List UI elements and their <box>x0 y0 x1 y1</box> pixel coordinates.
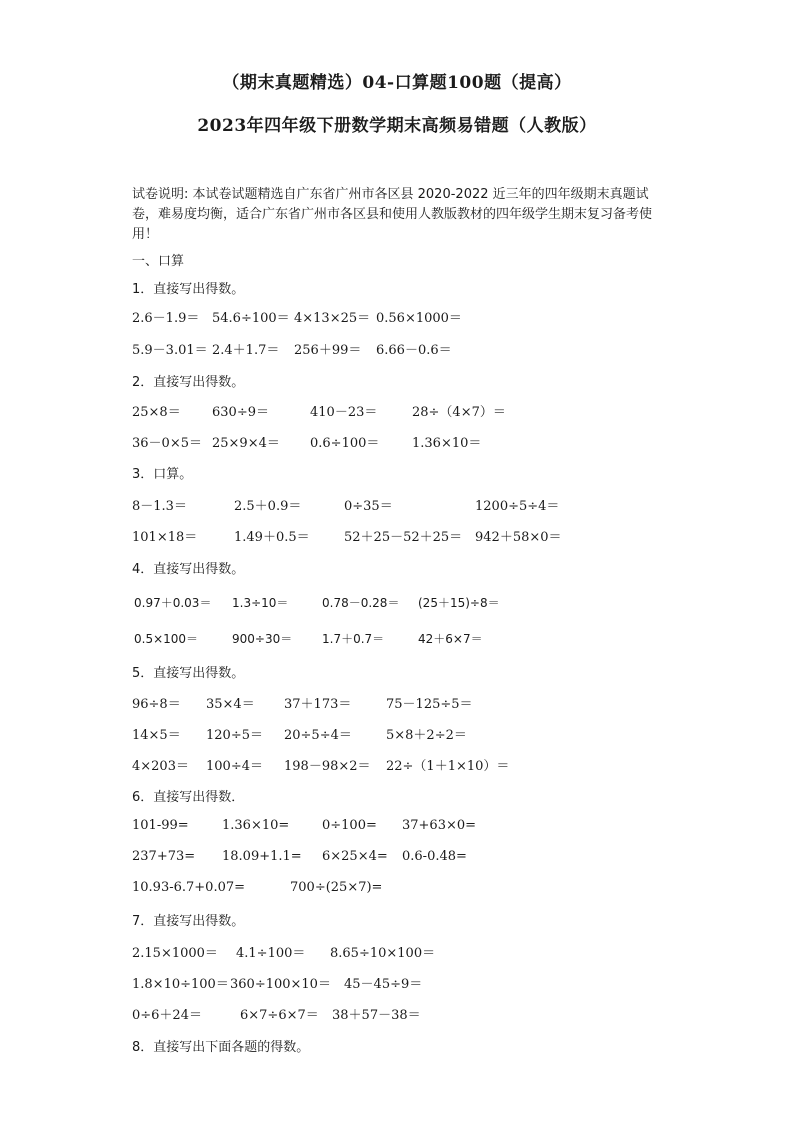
arithmetic-problem: 4.1÷100＝ <box>236 946 306 961</box>
arithmetic-problem: 0÷100= <box>322 818 377 833</box>
arithmetic-problem: 1.49＋0.5＝ <box>234 530 310 545</box>
arithmetic-problem: 120÷5＝ <box>206 728 263 743</box>
arithmetic-problem: 54.6÷100＝ <box>212 311 290 326</box>
arithmetic-problem: 36－0×5＝ <box>132 436 202 451</box>
arithmetic-problem: 2.15×1000＝ <box>132 946 218 961</box>
arithmetic-problem: 0.5×100＝ <box>134 632 199 646</box>
arithmetic-problem: 101×18＝ <box>132 530 198 545</box>
arithmetic-problem: 900÷30＝ <box>232 632 293 646</box>
arithmetic-problem: 1.7＋0.7＝ <box>322 632 385 646</box>
arithmetic-problem: 42＋6×7＝ <box>418 632 483 646</box>
arithmetic-problem: 75－125÷5＝ <box>386 697 473 712</box>
arithmetic-problem: 630÷9＝ <box>212 405 269 420</box>
arithmetic-problem: 5.9－3.01＝ <box>132 343 208 358</box>
problem-row <box>0 401 794 419</box>
arithmetic-problem: 101-99= <box>132 818 189 833</box>
arithmetic-problem: 1.36×10= <box>222 818 290 833</box>
arithmetic-problem: 22÷（1＋1×10）＝ <box>386 759 510 774</box>
arithmetic-problem: 52＋25－52＋25＝ <box>344 530 463 545</box>
question-title: 6．直接写出得数． <box>132 790 245 805</box>
problem-row <box>0 307 794 325</box>
arithmetic-problem: 25×9×4＝ <box>212 436 280 451</box>
arithmetic-problem: 1.3÷10＝ <box>232 596 289 610</box>
problem-row <box>0 495 794 513</box>
document-title-line-2: 2023年四年级下册数学期末高频易错题（人教版） <box>197 116 597 136</box>
arithmetic-problem: 37+63×0= <box>402 818 477 833</box>
arithmetic-problem: 100÷4＝ <box>206 759 263 774</box>
arithmetic-problem: 96÷8＝ <box>132 697 181 712</box>
arithmetic-problem: 2.5＋0.9＝ <box>234 499 302 514</box>
arithmetic-problem: 2.4＋1.7＝ <box>212 343 280 358</box>
arithmetic-problem: 1.8×10÷100＝ <box>132 977 229 992</box>
question-title: 8．直接写出下面各题的得数。 <box>132 1040 310 1055</box>
arithmetic-problem: 37＋173＝ <box>284 697 352 712</box>
arithmetic-problem: 700÷(25×7)= <box>290 880 383 895</box>
arithmetic-problem: 1.36×10＝ <box>412 436 482 451</box>
arithmetic-problem: 410－23＝ <box>310 405 378 420</box>
question-title: 1．直接写出得数。 <box>132 282 245 297</box>
problem-row <box>0 432 794 450</box>
arithmetic-problem: 8－1.3＝ <box>132 499 187 514</box>
arithmetic-problem: 6×25×4= <box>322 849 388 864</box>
arithmetic-problem: 0.78－0.28＝ <box>322 596 400 610</box>
arithmetic-problem: 0.6-0.48= <box>402 849 467 864</box>
arithmetic-problem: 4×13×25＝ <box>294 311 371 326</box>
section-title: 一、口算 <box>132 254 185 269</box>
arithmetic-problem: 45－45÷9＝ <box>344 977 423 992</box>
problem-row <box>0 594 794 612</box>
arithmetic-problem: 8.65÷10×100＝ <box>330 946 436 961</box>
arithmetic-problem: 198－98×2＝ <box>284 759 371 774</box>
arithmetic-problem: (25＋15)÷8＝ <box>418 596 500 610</box>
problem-row <box>0 849 794 867</box>
arithmetic-problem: 14×5＝ <box>132 728 181 743</box>
arithmetic-problem: 256＋99＝ <box>294 343 362 358</box>
question-title: 3．口算。 <box>132 467 193 482</box>
arithmetic-problem: 1200÷5÷4＝ <box>475 499 560 514</box>
arithmetic-problem: 0÷6＋24＝ <box>132 1008 202 1023</box>
problem-row <box>0 693 794 711</box>
question-title: 2．直接写出得数。 <box>132 375 245 390</box>
problem-row <box>0 942 794 960</box>
arithmetic-problem: 2.6－1.9＝ <box>132 311 200 326</box>
problem-row <box>0 526 794 544</box>
question-title: 5．直接写出得数。 <box>132 666 245 681</box>
arithmetic-problem: 0.56×1000＝ <box>376 311 462 326</box>
problem-row <box>0 973 794 991</box>
question-title: 7．直接写出得数。 <box>132 914 245 929</box>
arithmetic-problem: 10.93-6.7+0.07= <box>132 880 246 895</box>
question-title: 4．直接写出得数。 <box>132 562 245 577</box>
problem-row <box>0 339 794 357</box>
test-description: 试卷说明: 本试卷试题精选自广东省广州市各区县 2020-2022 近三年的四年级期末真题试卷，难易度均衡，适合广东省广州市各区县和使用人教版教材的四年级学生期末复习备考使用！ <box>132 187 653 242</box>
arithmetic-problem: 38＋57－38＝ <box>332 1008 421 1023</box>
arithmetic-problem: 35×4＝ <box>206 697 255 712</box>
arithmetic-problem: 6×7÷6×7＝ <box>240 1008 319 1023</box>
arithmetic-problem: 0÷35＝ <box>344 499 393 514</box>
problem-row <box>0 818 794 836</box>
arithmetic-problem: 28÷（4×7）＝ <box>412 405 506 420</box>
problem-row <box>0 880 794 898</box>
arithmetic-problem: 4×203＝ <box>132 759 189 774</box>
arithmetic-problem: 25×8＝ <box>132 405 181 420</box>
problem-row <box>0 755 794 773</box>
arithmetic-problem: 237+73= <box>132 849 196 864</box>
arithmetic-problem: 0.97＋0.03＝ <box>134 596 212 610</box>
arithmetic-problem: 6.66－0.6＝ <box>376 343 452 358</box>
document-title-line-1: （期末真题精选）04-口算题100题（提高） <box>222 73 572 93</box>
arithmetic-problem: 18.09+1.1= <box>222 849 302 864</box>
arithmetic-problem: 0.6÷100＝ <box>310 436 380 451</box>
problem-row <box>0 1004 794 1022</box>
problem-row <box>0 630 794 648</box>
arithmetic-problem: 5×8＋2÷2＝ <box>386 728 467 743</box>
arithmetic-problem: 942＋58×0＝ <box>475 530 562 545</box>
problem-row <box>0 724 794 742</box>
arithmetic-problem: 20÷5÷4＝ <box>284 728 352 743</box>
arithmetic-problem: 360÷100×10＝ <box>230 977 331 992</box>
